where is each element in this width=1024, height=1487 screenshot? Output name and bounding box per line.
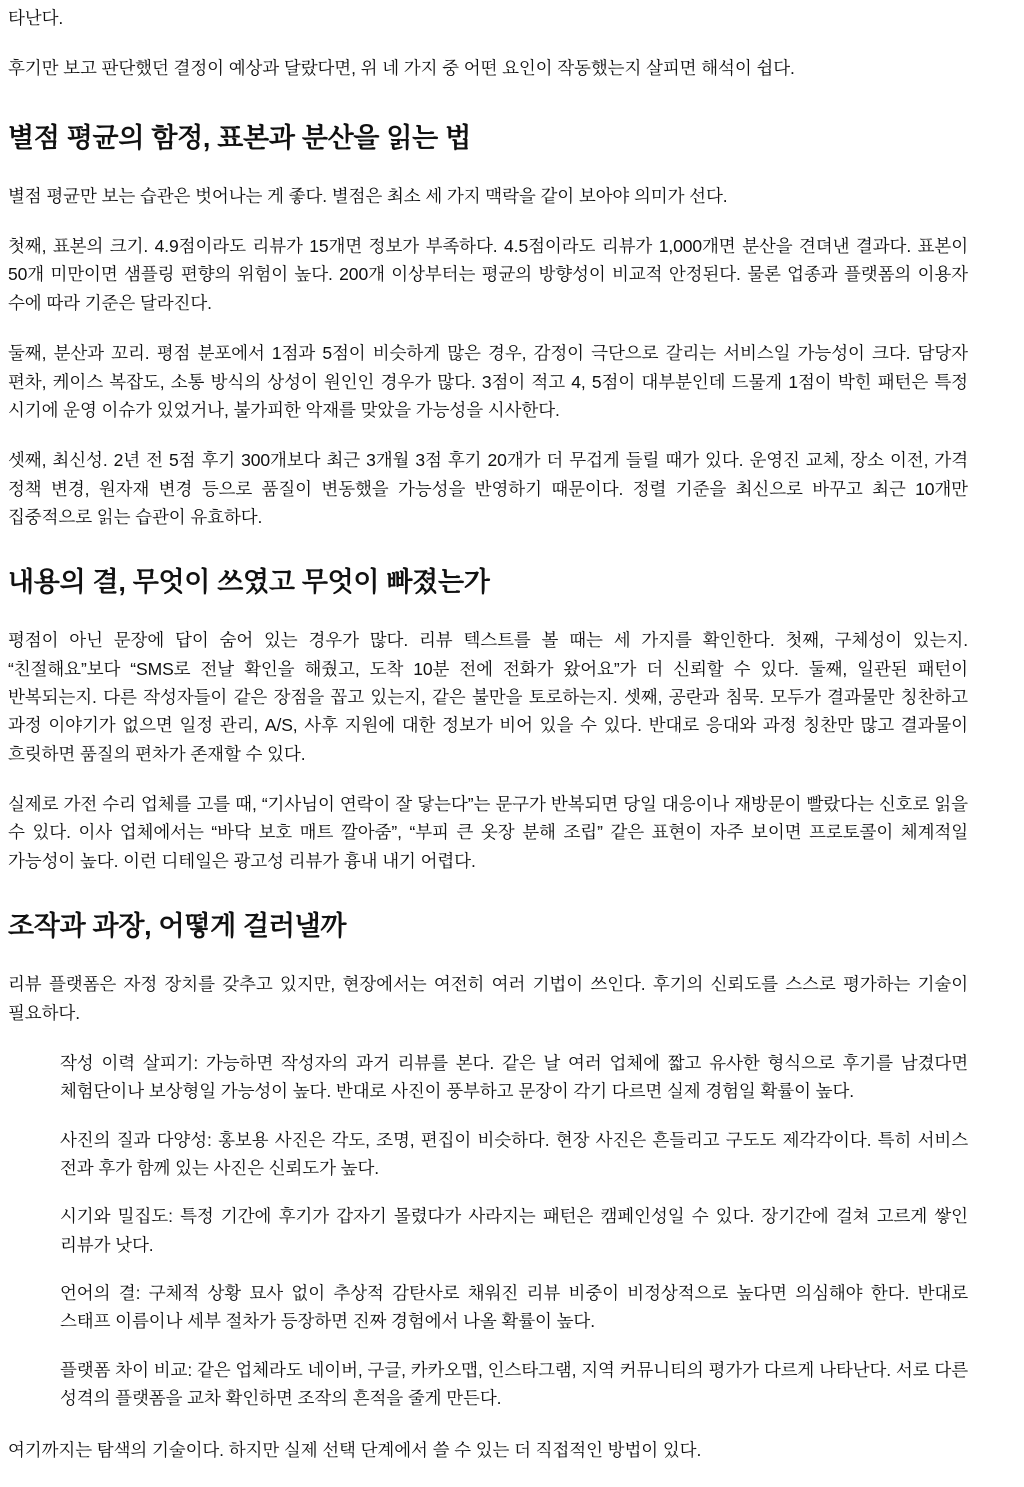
intro-paragraph: 후기만 보고 판단했던 결정이 예상과 달랐다면, 위 네 가지 중 어떤 요인이 작동했는지 살피면 해석이 쉽다. — [8, 58, 795, 79]
section-1-paragraph-4: 셋째, 최신성. 2년 전 5점 후기 300개보다 최근 3개월 3점 후기 20개가 더 무겁게 들릴 때가 있다. 운영진 교체, 장소 이전, 가격 정책 변경, 원자재 변경 등으로 품질이 변동했을 가능성을 반영하기 때문이다. 정렬 기준을 최신으로 바꾸고 최근 10개만 집중적으로 읽는 습관이 유효하다. — [8, 450, 968, 527]
section-1-paragraph-2: 첫째, 표본의 크기. 4.9점이라도 리뷰가 15개면 정보가 부족하다. 4.5점이라도 리뷰가 1,000개면 분산을 견뎌낸 결과다. 표본이 50개 미만이면 샘플링 편향의 위험이 높다. 200개 이상부터는 평균의 방향성이 비교적 안정된다. 물론 업종과 플랫폼의 이용자 수에 따라 기준은 달라진다. — [8, 236, 968, 313]
list-item: 작성 이력 살피기: 가능하면 작성자의 과거 리뷰를 본다. 같은 날 여러 업체에 짧고 유사한 형식으로 후기를 남겼다면 체험단이나 보상형일 가능성이 높다. 반대로 사진이 풍부하고 문장이 각기 다르면 실제 경험일 확률이 높다. — [60, 1052, 968, 1102]
list-item: 플랫폼 차이 비교: 같은 업체라도 네이버, 구글, 카카오맵, 인스타그램, 지역 커뮤니티의 평가가 다르게 나타난다. 서로 다른 성격의 플랫폼을 교차 확인하면 조작의 흔적을 줄게 만든다. — [60, 1359, 968, 1408]
section-2-paragraph-1: 평점이 아닌 문장에 답이 숨어 있는 경우가 많다. 리뷰 텍스트를 볼 때는 세 가지를 확인한다. 첫째, 구체성이 있는지. “친절해요”보다 “SMS로 전날 확인을 해줬고, 도착 10분 전에 전화가 왔어요”가 더 신뢰할 수 있다. 둘째, 일관된 패턴이 반복되는지. 다른 작성자들이 같은 장점을 꼽고 있는지, 같은 불만을 토로하는지. 셋째, 공란과 침묵. 모두가 결과물만 칭찬하고 과정 이야기가 없으면 일정 관리, A/S, 사후 지원에 대한 정보가 비어 있을 수 있다. 반대로 응대와 과정 칭찬만 많고 결과물이 흐릿하면 품질의 편차가 존재할 수 있다. — [8, 630, 968, 764]
section-1-paragraph-1: 별점 평균만 보는 습관은 벗어나는 게 좋다. 별점은 최소 세 가지 맥락을 같이 보아야 의미가 선다. — [8, 185, 728, 206]
section-2-paragraph-2: 실제로 가전 수리 업체를 고를 때, “기사님이 연락이 잘 닿는다”는 문구가 반복되면 당일 대응이나 재방문이 빨랐다는 신호로 읽을 수 있다. 이사 업체에서는 “바닥 보호 매트 깔아줌”, “부피 큰 옷장 분해 조립” 같은 표현이 자주 보이면 프로토콜이 체계적일 가능성이 높다. 이런 디테일은 광고성 리뷰가 흉내 내기 어렵다. — [8, 794, 968, 871]
list-item: 언어의 결: 구체적 상황 묘사 없이 추상적 감탄사로 채워진 리뷰 비중이 비정상적으로 높다면 의심해야 한다. 반대로 스태프 이름이나 세부 절차가 등장하면 진짜 경험에서 나올 확률이 높다. — [60, 1282, 968, 1332]
list-item: 시기와 밀집도: 특정 기간에 후기가 갑자기 몰렸다가 사라지는 패턴은 캠페인성일 수 있다. 장기간에 걸쳐 고르게 쌓인 리뷰가 낫다. — [60, 1206, 968, 1255]
filter-technique-list — [8, 1049, 968, 1412]
list-item: 사진의 질과 다양성: 홍보용 사진은 각도, 조명, 편집이 비슷하다. 현장 사진은 흔들리고 구도도 제각각이다. 특히 서비스 전과 후가 함께 있는 사진은 신뢰도가 높다. — [60, 1129, 968, 1178]
section-1-paragraph-3: 둘째, 분산과 꼬리. 평점 분포에서 1점과 5점이 비슷하게 많은 경우, 감정이 극단으로 갈리는 서비스일 가능성이 크다. 담당자 편차, 케이스 복잡도, 소통 방식의 상성이 원인인 경우가 많다. 3점이 적고 4, 5점이 대부분인데 드물게 1점이 박힌 패턴은 특정 시기에 운영 이슈가 있었거나, 불가피한 악재를 맞았을 가능성을 시사한다. — [8, 343, 968, 420]
section-heading-3: 조작과 과장, 어떻게 걸러낼까 — [8, 911, 347, 942]
section-heading-1: 별점 평균의 함정, 표본과 분산을 읽는 법 — [8, 122, 471, 153]
section-3-paragraph-1: 리뷰 플랫폼은 자정 장치를 갖추고 있지만, 현장에서는 여전히 여러 기법이 쓰인다. 후기의 신뢰도를 스스로 평가하는 기술이 필요하다. — [8, 974, 968, 1023]
section-heading-2: 내용의 결, 무엇이 쓰였고 무엇이 빠졌는가 — [8, 567, 490, 598]
closing-paragraph: 여기까지는 탐색의 기술이다. 하지만 실제 선택 단계에서 쓸 수 있는 더 직접적인 방법이 있다. — [8, 1440, 702, 1461]
top-fragment: 타난다. — [8, 8, 64, 28]
